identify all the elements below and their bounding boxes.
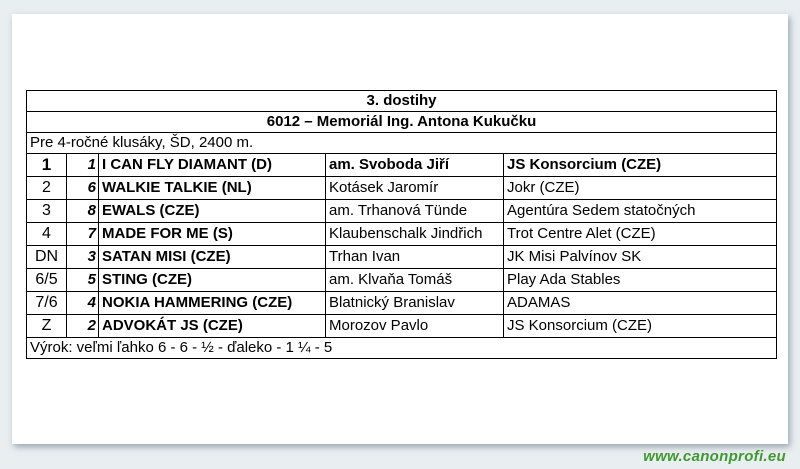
placing-cell: 1 [27,154,67,177]
table-row [27,223,777,246]
horse-name-cell: ADVOKÁT JS (CZE) [99,315,326,338]
driver-cell: Trhan Ivan [326,246,504,269]
driver-cell: Kotásek Jaromír [326,177,504,200]
start-number-cell: 2 [67,315,99,338]
owner-cell: Jokr (CZE) [504,177,777,200]
owner-cell: JK Misi Palvínov SK [504,246,777,269]
driver-cell: Klaubenschalk Jindřich [326,223,504,246]
placing-cell: 7/6 [27,292,67,315]
driver-cell: am. Svoboda Jiří [326,154,504,177]
table-row [27,315,777,338]
driver-cell: Blatnický Branislav [326,292,504,315]
table-row [27,269,777,292]
owner-cell: ADAMAS [504,292,777,315]
start-number-cell: 3 [67,246,99,269]
placing-cell: 4 [27,223,67,246]
owner-cell: JS Konsorcium (CZE) [504,315,777,338]
horse-name-cell: NOKIA HAMMERING (CZE) [99,292,326,315]
horse-name-cell: I CAN FLY DIAMANT (D) [99,154,326,177]
owner-cell: Agentúra Sedem statočných [504,200,777,223]
horse-name-cell: SATAN MISI (CZE) [99,246,326,269]
race-conditions-row [27,133,777,154]
owner-cell: JS Konsorcium (CZE) [504,154,777,177]
start-number-cell: 7 [67,223,99,246]
placing-cell: Z [27,315,67,338]
race-results-table [26,90,777,359]
table-row [27,292,777,315]
start-number-cell: 8 [67,200,99,223]
horse-name-cell: WALKIE TALKIE (NL) [99,177,326,200]
driver-cell: am. Klvaňa Tomáš [326,269,504,292]
horse-name-cell: MADE FOR ME (S) [99,223,326,246]
placing-cell: DN [27,246,67,269]
start-number-cell: 6 [67,177,99,200]
driver-cell: Morozov Pavlo [326,315,504,338]
race-title-row [27,91,777,112]
placing-cell: 2 [27,177,67,200]
verdict-row [27,338,777,359]
race-name: 6012 – Memoriál Ing. Antona Kukučku [27,112,777,133]
table-row [27,200,777,223]
placing-cell: 3 [27,200,67,223]
race-title: 3. dostihy [27,91,777,112]
owner-cell: Play Ada Stables [504,269,777,292]
table-row [27,177,777,200]
start-number-cell: 4 [67,292,99,315]
driver-cell: am. Trhanová Tünde [326,200,504,223]
placing-cell: 6/5 [27,269,67,292]
watermark: www.canonprofi.eu [643,448,786,465]
table-row [27,154,777,177]
start-number-cell: 1 [67,154,99,177]
race-name-row [27,112,777,133]
table-row [27,246,777,269]
race-verdict: Výrok: veľmi ľahko 6 - 6 - ½ - ďaleko - 1 ¼ - 5 [27,338,777,359]
owner-cell: Trot Centre Alet (CZE) [504,223,777,246]
race-conditions: Pre 4-ročné klusáky, ŠD, 2400 m. [27,133,777,154]
start-number-cell: 5 [67,269,99,292]
horse-name-cell: STING (CZE) [99,269,326,292]
horse-name-cell: EWALS (CZE) [99,200,326,223]
